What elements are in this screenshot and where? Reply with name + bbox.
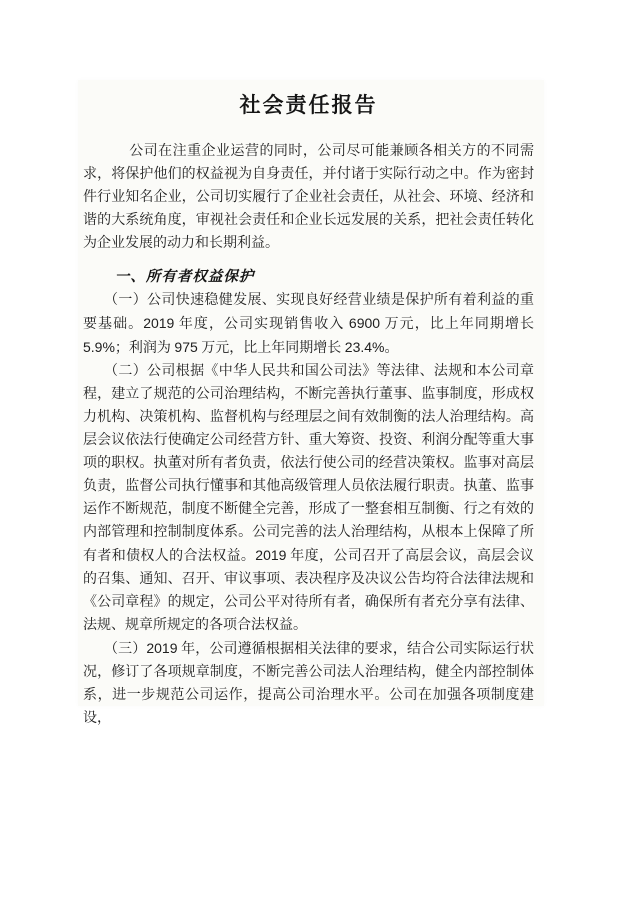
document-page bbox=[78, 80, 544, 726]
document-title: 社会责任报告 bbox=[239, 93, 378, 117]
intro-paragraph: 公司在注重企业运营的同时，公司尽可能兼顾各相关方的不同需求，将保护他们的权益视为自身责任，并付诸于实际行动之中。作为密封件行业知名企业，公司切实履行了企业社会责任，从社会、环境、经济和谐的大系统角度，审视社会责任和企业长远发展的关系，把社会责任转化为企业发展的动力和长期利益。 bbox=[83, 144, 534, 251]
section1-paragraph-2: （二）公司根据《中华人民共和国公司法》等法律、法规和本公司章程，建立了规范的公司治理结构，不断完善执行董事、监事制度，形成权力机构、决策机构、监督机构与经理层之间有效制衡的法人治理结构。高层会议依法行使确定公司经营方针、重大筹资、投资、利润分配等重大事项的职权。执董对所有者负责，依法行使公司的经营决策权。监事对高层负责，监督公司执行懂事和其他高级管理人员依法履行职责。执董、监事运作不断规范，制度不断健全完善，形成了一整套相互制衡、行之有效的内部管理和控制制度体系。公司完善的法人治理结构，从根本上保障了所有者和债权人的合法权益。2019 年度，公司召开了高层会议，高层会议的召集、通知、召开、审议事项、表决程序及决议公告均符合法律法规和《公司章程》的规定，公司公平对待所有者，确保所有者充分享有法律、法规、规章所规定的各项合法权益。 bbox=[83, 364, 535, 633]
section-heading-owner-rights: 一、所有者权益保护 bbox=[114, 269, 255, 285]
section1-paragraph-1: （一）公司快速稳健发展、实现良好经营业绩是保护所有着利益的重要基础。2019 年度，公司实现销售收入 6900 万元，比上年同期增长 5.9%；利润为 975 万元，比上年同期增长 23.4%。 bbox=[83, 293, 535, 356]
section1-paragraph-3: （三）2019 年，公司遵循根据相关法律的要求，结合公司实际运行状况，修订了各项规章制度，不断完善公司法人治理结构，健全内部控制体系，进一步规范公司运作，提高公司治理水平。公司在加强各项制度建设， bbox=[83, 640, 534, 726]
